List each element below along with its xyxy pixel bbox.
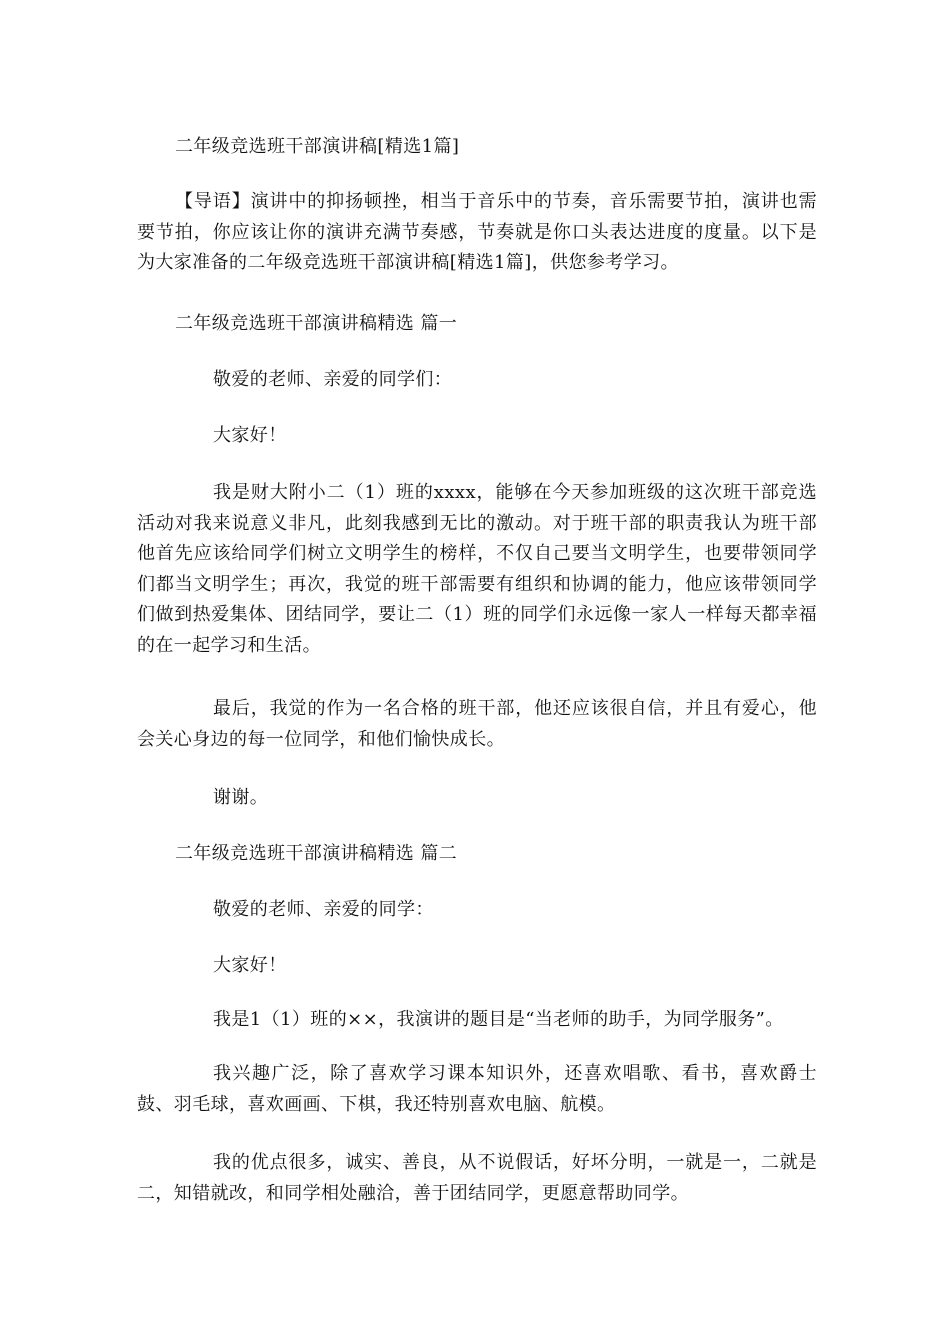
section2-paragraph-3: 我的优点很多，诚实、善良，从不说假话，好坏分明，一就是一，二就是二，知错就改，和同学相处融洽，善于团结同学，更愿意帮助同学。 [137,1152,817,1204]
intro-paragraph: 【导语】演讲中的抑扬顿挫，相当于音乐中的节奏，音乐需要节拍，演讲也需要节拍，你应该让你的演讲充满节奏感，节奏就是你口头表达进度的度量。以下是为大家准备的二年级竞选班干部演讲稿[精选1篇]，供您参考学习。 [137,191,817,274]
section2-paragraph-2: 我兴趣广泛，除了喜欢学习课本知识外，还喜欢唱歌、看书，喜欢爵士鼓、羽毛球，喜欢画画、下棋，我还特别喜欢电脑、航模。 [137,1063,817,1115]
salutation-2: 敬爱的老师、亲爱的同学： [213,899,434,920]
section1-paragraph-1: 我是财大附小二（1）班的xxxx，能够在今天参加班级的这次班干部竞选活动对我来说意义非凡，此刻我感到无比的激动。对于班干部的职责我认为班干部他首先应该给同学们树立文明学生的榜样，不仅自己要当文明学生，也要带领同学们都当文明学生；再次，我觉的班干部需要有组织和协调的能力，他应该带领同学们做到热爱集体、团结同学，要让二（1）班的同学们永远像一家人一样每天都幸福的在一起学习和生活。 [137,482,817,656]
section2-paragraph-1: 我是1（1）班的××，我演讲的题目是“当老师的助手，为同学服务”。 [213,1009,784,1030]
closing-1: 谢谢。 [213,787,269,808]
salutation-1: 敬爱的老师、亲爱的同学们： [213,369,453,390]
document-title: 二年级竞选班干部演讲稿[精选1篇] [175,136,460,157]
greeting-1: 大家好！ [213,425,287,446]
section1-paragraph-2: 最后，我觉的作为一名合格的班干部，他还应该很自信，并且有爱心，他会关心身边的每一位同学，和他们愉快成长。 [137,698,817,750]
section-heading-2: 二年级竞选班干部演讲稿精选 篇二 [175,843,458,864]
section-heading-1: 二年级竞选班干部演讲稿精选 篇一 [175,313,458,334]
greeting-2: 大家好！ [213,955,287,976]
